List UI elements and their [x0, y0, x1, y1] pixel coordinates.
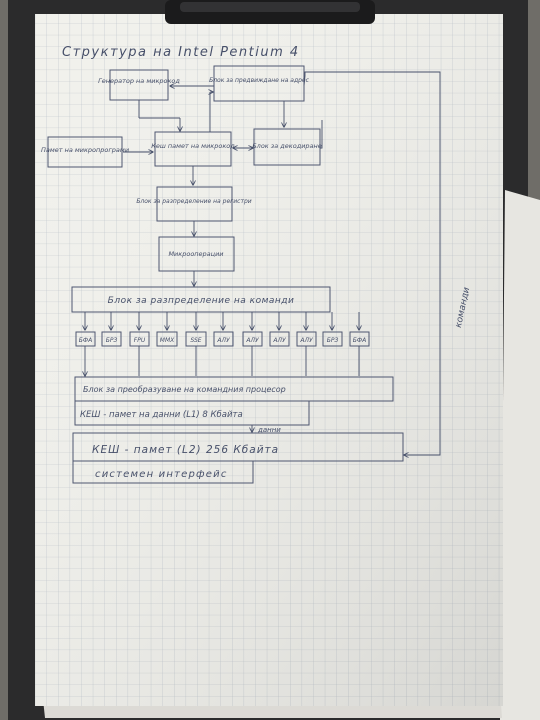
label-branch-address: Блок за предвиждане на адрес: [209, 77, 309, 84]
label-register-rename: Блок за разпределение на регистри: [136, 198, 252, 205]
label-l1-data: данни: [258, 426, 281, 434]
label-decoder: Блок за декодиране: [252, 142, 322, 150]
label-trace-cache: Кеш памет на микрокод: [151, 142, 235, 150]
unit-2-label: БРЗ: [105, 337, 118, 344]
paper-stack-right: [500, 190, 540, 720]
unit-5-label: SSE: [190, 337, 202, 344]
label-commands-vertical: команди: [453, 286, 473, 329]
label-system-bus: системен интерфейс: [95, 469, 228, 480]
unit-6-label: АЛУ: [217, 337, 230, 344]
label-l2-cache: КЕШ - памет (L2) 256 Кбайта: [92, 444, 280, 456]
unit-11-label: БФА: [352, 337, 367, 344]
unit-4-label: MMX: [159, 337, 175, 344]
label-microops: Микрооперации: [168, 250, 224, 258]
unit-3-label: FPU: [133, 337, 146, 344]
clip-lever: [180, 2, 360, 12]
label-reorder: Блок за преобразуване на командния процесор: [83, 385, 286, 394]
unit-1-label: БФА: [78, 337, 93, 344]
label-instruction-decoder: Генератор на микрокод: [98, 77, 180, 85]
unit-7-label: АЛУ: [246, 337, 259, 344]
unit-8-label: АЛУ: [273, 337, 286, 344]
unit-9-label: АЛУ: [300, 337, 313, 344]
sheet-shading: [35, 14, 503, 706]
diagram-title: Структура на Intel Pentium 4: [62, 45, 300, 60]
label-l1-cache: КЕШ - памет на данни (L1) 8 Кбайта: [80, 410, 243, 420]
label-microcode-rom: Памет на микропрограми: [40, 146, 130, 154]
label-dispatch: Блок за разпределение на команди: [107, 296, 295, 306]
unit-10-label: БРЗ: [326, 337, 339, 344]
